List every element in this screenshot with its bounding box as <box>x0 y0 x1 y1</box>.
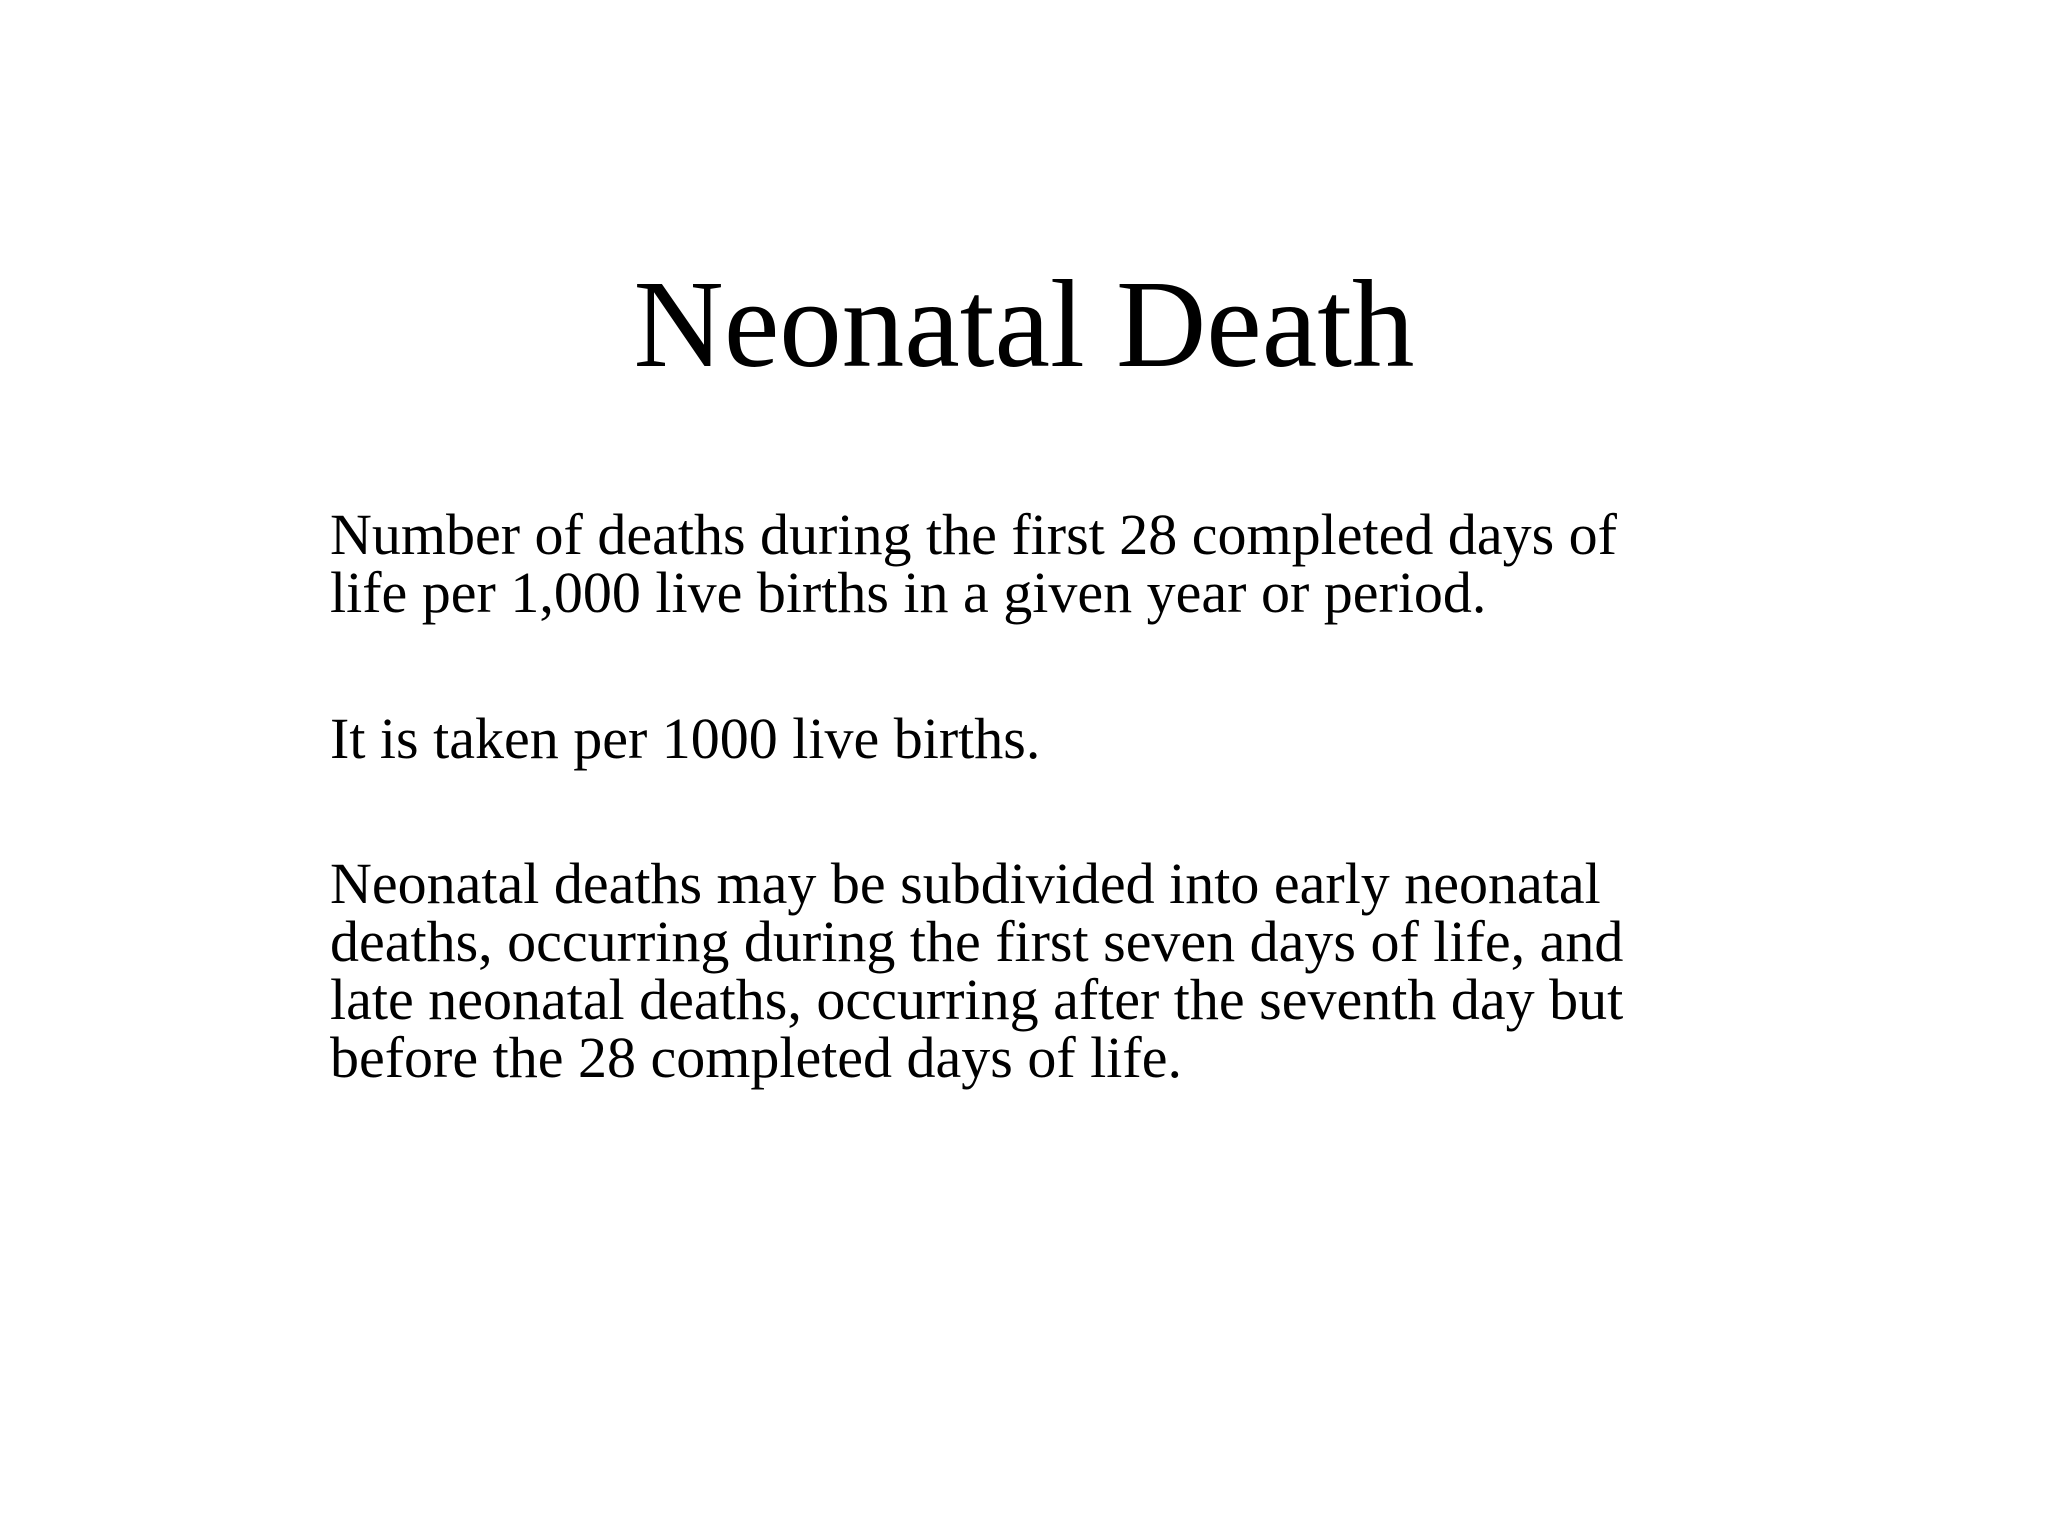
text-line: late neonatal deaths, occurring after the seventh day but <box>330 967 1624 1032</box>
rate-basis-paragraph <box>330 706 1730 771</box>
text-line: Neonatal deaths may be subdivided into early neonatal <box>330 851 1601 916</box>
definition-paragraph <box>330 502 1730 625</box>
text-line: Number of deaths during the first 28 completed days of <box>330 502 1617 567</box>
text-line: life per 1,000 live births in a given year or period. <box>330 560 1487 625</box>
text-line: It is taken per 1000 live births. <box>330 706 1041 771</box>
slide-title: Neonatal Death <box>633 256 1415 394</box>
subdivision-paragraph <box>330 851 1730 1090</box>
text-line: before the 28 completed days of life. <box>330 1025 1182 1090</box>
text-line: deaths, occurring during the first seven days of life, and <box>330 909 1624 974</box>
